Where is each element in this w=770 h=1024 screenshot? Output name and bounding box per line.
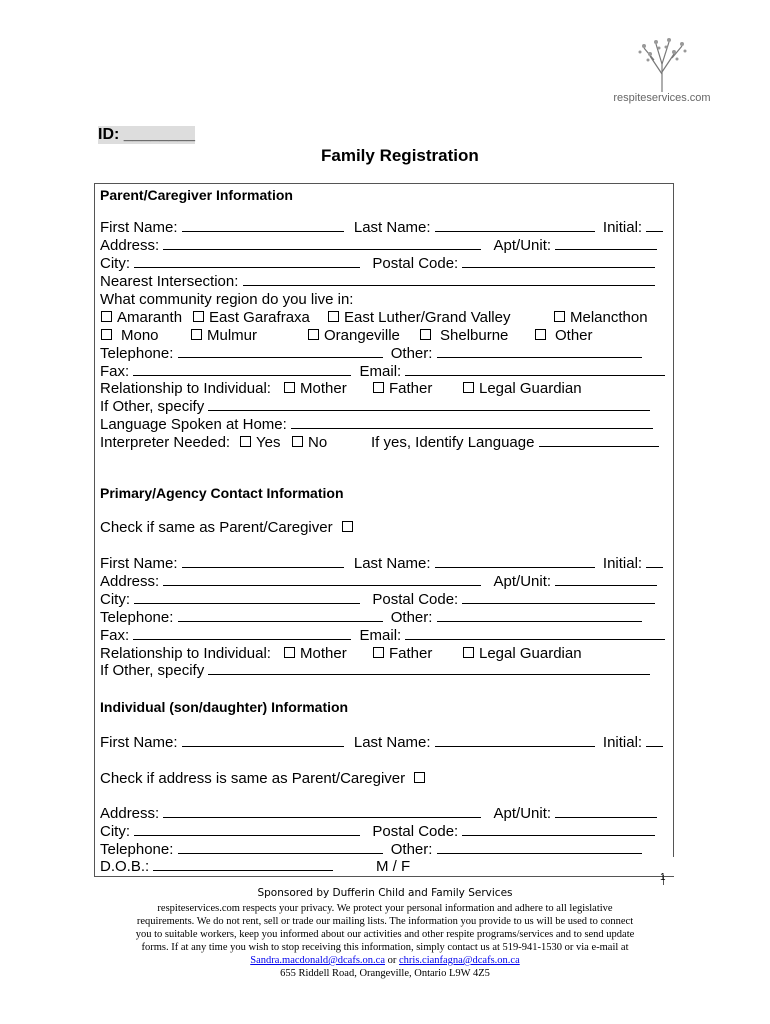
region-option[interactable]: Melancthon [554, 309, 648, 327]
language-row [100, 416, 653, 434]
agency-heading: Primary/Agency Contact Information [100, 485, 344, 501]
telephone-field[interactable] [178, 345, 383, 358]
relationship-row [100, 380, 271, 398]
region-option[interactable]: Amaranth [101, 309, 182, 327]
agency-fax-row [100, 627, 665, 645]
first-name-label: First Name: [100, 734, 178, 751]
sponsor-line: Sponsored by Dufferin Child and Family Services [257, 887, 513, 899]
region-option[interactable]: Orangeville [308, 327, 400, 345]
apt-field[interactable] [555, 805, 657, 818]
interpreter-label: Interpreter Needed: [100, 434, 231, 451]
individual-name-row [100, 734, 663, 752]
last-name-field[interactable] [435, 555, 595, 568]
email-link-chris[interactable]: chris.cianfagna@dcafs.on.ca [399, 955, 520, 966]
agency-address-row [100, 573, 657, 591]
region-option[interactable]: Other [535, 327, 593, 345]
privacy-line-3: you to suitable workers, keep you informed about our activities and other respite programs/services and to send update [135, 929, 635, 940]
initial-field[interactable] [646, 734, 663, 747]
privacy-line-1: respiteservices.com respects your privacy. We protect your personal information and adhere to all legislative [157, 903, 613, 914]
checkbox-icon[interactable] [284, 647, 295, 658]
rel-option-guardian[interactable]: Legal Guardian [463, 380, 582, 398]
identify-lang-label: If yes, Identify Language [371, 434, 535, 451]
rel-option-father[interactable]: Father [373, 380, 432, 398]
address-label: Address: [100, 573, 160, 590]
last-name-field[interactable] [435, 219, 595, 232]
checkbox-icon[interactable] [535, 329, 546, 340]
interpreter-no[interactable]: No [292, 434, 327, 452]
region-question: What community region do you live in: [100, 291, 354, 308]
relationship-label: Relationship to Individual: [100, 645, 271, 662]
dob-label: D.O.B.: [100, 858, 150, 875]
address-field[interactable] [163, 573, 481, 586]
checkbox-icon[interactable] [463, 647, 474, 658]
address-field[interactable] [163, 237, 481, 250]
individual-heading: Individual (son/daughter) Information [100, 699, 349, 715]
contact-emails [80, 954, 690, 967]
postal-label: Postal Code: [372, 823, 459, 840]
apt-field[interactable] [555, 237, 657, 250]
telephone-field[interactable] [178, 841, 383, 854]
page-number: 1 [660, 872, 666, 883]
fax-field[interactable] [133, 363, 351, 376]
city-label: City: [100, 255, 130, 272]
checkbox-icon[interactable] [191, 329, 202, 340]
email-label: Email: [359, 363, 402, 380]
apt-label: Apt/Unit: [493, 805, 552, 822]
apt-label: Apt/Unit: [493, 237, 552, 254]
city-field[interactable] [134, 823, 360, 836]
fax-label: Fax: [100, 363, 130, 380]
address-field[interactable] [163, 805, 481, 818]
intersection-field[interactable] [243, 273, 655, 286]
fax-field[interactable] [133, 627, 351, 640]
other-phone-field[interactable] [437, 609, 642, 622]
sex-label: M / F [376, 858, 411, 875]
agency-if-other-row [100, 662, 650, 680]
relationship-label: Relationship to Individual: [100, 380, 271, 397]
apt-label: Apt/Unit: [493, 573, 552, 590]
agency-name-row [100, 555, 663, 573]
checkbox-icon[interactable] [308, 329, 319, 340]
checkbox-icon[interactable] [101, 311, 112, 322]
language-field[interactable] [291, 416, 653, 429]
if-other-label: If Other, specify [100, 398, 205, 415]
agency-same-row[interactable] [100, 519, 358, 537]
parent-name-row [100, 219, 663, 237]
respiteservices-logo [612, 34, 712, 109]
other-label: Other: [390, 841, 433, 858]
parent-heading: Parent/Caregiver Information [100, 187, 293, 203]
parent-fax-row [100, 363, 665, 381]
fax-label: Fax: [100, 627, 130, 644]
checkbox-icon[interactable] [193, 311, 204, 322]
checkbox-icon[interactable] [342, 521, 353, 532]
postal-field[interactable] [462, 823, 655, 836]
interpreter-row [100, 434, 230, 452]
language-label: Language Spoken at Home: [100, 416, 287, 433]
parent-address-row [100, 237, 657, 255]
city-label: City: [100, 823, 130, 840]
agency-relationship-row [100, 645, 271, 663]
last-name-label: Last Name: [353, 734, 431, 751]
email-field[interactable] [405, 363, 665, 376]
rel-option-guardian[interactable]: Legal Guardian [463, 645, 582, 663]
region-option[interactable]: East Luther/Grand Valley [328, 309, 510, 327]
individual-address-row [100, 805, 657, 823]
postal-field[interactable] [462, 255, 655, 268]
checkbox-icon[interactable] [284, 382, 295, 393]
telephone-label: Telephone: [100, 841, 174, 858]
first-name-label: First Name: [100, 555, 178, 572]
intersection-label: Nearest Intersection: [100, 273, 239, 290]
first-name-field[interactable] [182, 219, 344, 232]
other-label: Other: [390, 345, 433, 362]
first-name-field[interactable] [182, 555, 344, 568]
intersection-row [100, 273, 655, 291]
region-option[interactable]: Mulmur [191, 327, 257, 345]
individual-same-addr-row[interactable] [100, 770, 430, 788]
parent-city-row [100, 255, 655, 273]
rel-option-father[interactable]: Father [373, 645, 432, 663]
city-field[interactable] [134, 255, 360, 268]
first-name-field[interactable] [182, 734, 344, 747]
id-label: ID: ________ [98, 126, 195, 143]
interpreter-yes[interactable]: Yes [240, 434, 280, 452]
other-phone-field[interactable] [437, 841, 642, 854]
checkbox-icon[interactable] [373, 647, 384, 658]
telephone-label: Telephone: [100, 609, 174, 626]
individual-city-row [100, 823, 655, 841]
checkbox-icon[interactable] [240, 436, 251, 447]
same-as-label: Check if same as Parent/Caregiver [100, 519, 333, 536]
telephone-field[interactable] [178, 609, 383, 622]
region-option[interactable]: Mono [101, 327, 159, 345]
checkbox-icon[interactable] [463, 382, 474, 393]
email-link-sandra[interactable]: Sandra.macdonald@dcafs.on.ca [250, 955, 385, 966]
privacy-line-2: requirements. We do not rent, sell or trade our mailing lists. The information you provide to us will be used to connect [136, 916, 634, 927]
postal-field[interactable] [462, 591, 655, 604]
individual-dob-row [100, 858, 333, 876]
form-box-right-edge [673, 183, 674, 857]
last-name-label: Last Name: [353, 555, 431, 572]
if-other-label: If Other, specify [100, 662, 205, 679]
agency-city-row [100, 591, 655, 609]
dob-field[interactable] [153, 858, 333, 871]
same-addr-label: Check if address is same as Parent/Caregiver [100, 770, 406, 787]
region-option[interactable]: East Garafraxa [193, 309, 310, 327]
first-name-label: First Name: [100, 219, 178, 236]
checkbox-icon[interactable] [328, 311, 339, 322]
if-other-field[interactable] [208, 398, 650, 411]
checkbox-icon[interactable] [420, 329, 431, 340]
privacy-line-4: forms. If at any time you wish to stop receiving this information, simply contact us at 519-941-1530 or via e-mail at [141, 942, 629, 953]
identify-lang-field[interactable] [539, 434, 659, 447]
rel-option-mother[interactable]: Mother [284, 645, 347, 663]
address-label: Address: [100, 237, 160, 254]
city-label: City: [100, 591, 130, 608]
telephone-label: Telephone: [100, 345, 174, 362]
page-title: Family Registration [321, 146, 479, 165]
initial-field[interactable] [646, 555, 663, 568]
address-label: Address: [100, 805, 160, 822]
or-text: or [385, 955, 399, 966]
email-label: Email: [359, 627, 402, 644]
other-label: Other: [390, 609, 433, 626]
tree-icon [612, 34, 712, 94]
initial-field[interactable] [646, 219, 663, 232]
apt-field[interactable] [555, 573, 657, 586]
agency-phone-row [100, 609, 642, 627]
rel-option-mother[interactable]: Mother [284, 380, 347, 398]
initial-label: Initial: [602, 555, 643, 572]
if-other-row [100, 398, 650, 416]
last-name-label: Last Name: [353, 219, 431, 236]
checkbox-icon[interactable] [414, 772, 425, 783]
logo-text: respiteservices.com [613, 92, 711, 104]
parent-phone-row [100, 345, 642, 363]
checkbox-icon[interactable] [554, 311, 565, 322]
checkbox-icon[interactable] [101, 329, 112, 340]
last-name-field[interactable] [435, 734, 595, 747]
identify-lang-row [371, 434, 659, 452]
postal-label: Postal Code: [372, 255, 459, 272]
city-field[interactable] [134, 591, 360, 604]
other-phone-field[interactable] [437, 345, 642, 358]
email-field[interactable] [405, 627, 665, 640]
initial-label: Initial: [602, 734, 643, 751]
if-other-field[interactable] [208, 662, 650, 675]
checkbox-icon[interactable] [373, 382, 384, 393]
initial-label: Initial: [602, 219, 643, 236]
mailing-address: 655 Riddell Road, Orangeville, Ontario L9W 4Z5 [280, 968, 490, 979]
postal-label: Postal Code: [372, 591, 459, 608]
individual-phone-row [100, 841, 642, 859]
region-option[interactable]: Shelburne [420, 327, 508, 345]
checkbox-icon[interactable] [292, 436, 303, 447]
